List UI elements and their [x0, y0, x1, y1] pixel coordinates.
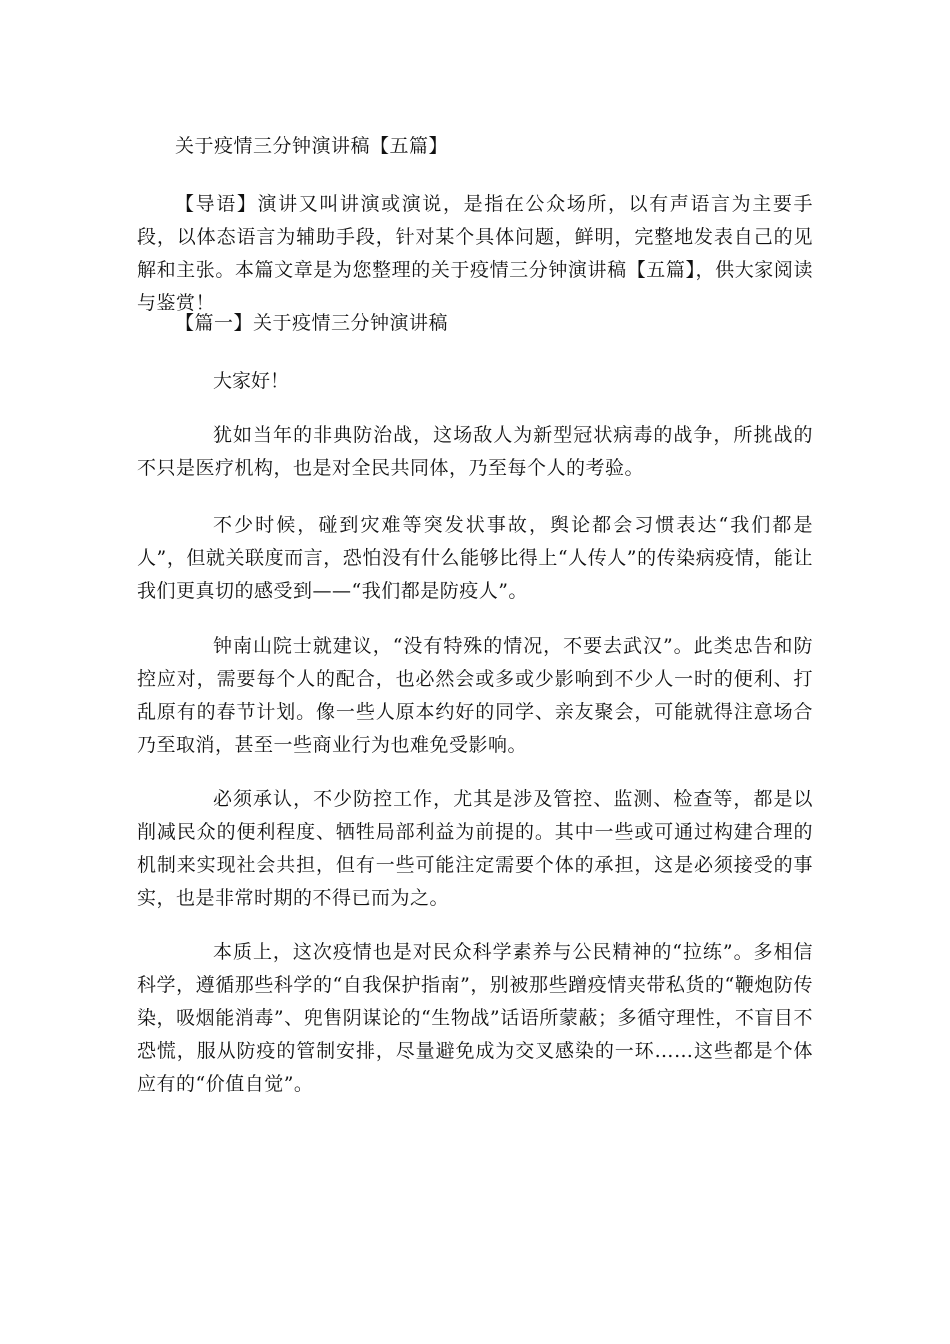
body-paragraph-3: 钟南山院士就建议，“没有特殊的情况，不要去武汉”。此类忠告和防控应对，需要每个人的配合，也必然会或多或少影响到不少人一时的便利、打乱原有的春节计划。像一些人原本约好的同学、亲友聚会，可能就得注意场合乃至取消，甚至一些商业行为也难免受影响。 — [137, 635, 813, 756]
body-paragraph-5: 本质上，这次疫情也是对民众科学素养与公民精神的“拉练”。多相信科学，遵循那些科学的“自我保护指南”，别被那些蹭疫情夹带私货的“鞭炮防传染，吸烟能消毒”、兜售阴谋论的“生物战”话语所蒙蔽；多循守理性，不盲目不恐慌，服从防疫的管制安排，尽量避免成为交叉感染的一环……这些都是个体应有的“价值自觉”。 — [137, 941, 813, 1095]
greeting: 大家好！ — [213, 370, 290, 392]
body-paragraph-4: 必须承认，不少防控工作，尤其是涉及管控、监测、检查等，都是以削减民众的便利程度、牺牲局部利益为前提的。其中一些或可通过构建合理的机制来实现社会共担，但有一些可能注定需要个体的承担，这是必须接受的事实，也是非常时期的不得已而为之。 — [137, 788, 813, 909]
body-paragraph-1: 犹如当年的非典防治战，这场敌人为新型冠状病毒的战争，所挑战的不只是医疗机构，也是对全民共同体，乃至每个人的考验。 — [137, 424, 813, 479]
intro-paragraph: 【导语】演讲又叫讲演或演说，是指在公众场所，以有声语言为主要手段，以体态语言为辅助手段，针对某个具体问题，鲜明，完整地发表自己的见解和主张。本篇文章是为您整理的关于疫情三分钟演讲稿【五篇】，供大家阅读与鉴赏！ — [137, 193, 813, 314]
body-paragraph-2: 不少时候，碰到灾难等突发状事故，舆论都会习惯表达“我们都是人”，但就关联度而言，恐怕没有什么能够比得上“人传人”的传染病疫情，能让我们更真切的感受到——“我们都是防疫人”。 — [137, 514, 813, 602]
section-heading: 【篇一】关于疫情三分钟演讲稿 — [175, 312, 449, 334]
document-title: 关于疫情三分钟演讲稿【五篇】 — [175, 135, 449, 157]
